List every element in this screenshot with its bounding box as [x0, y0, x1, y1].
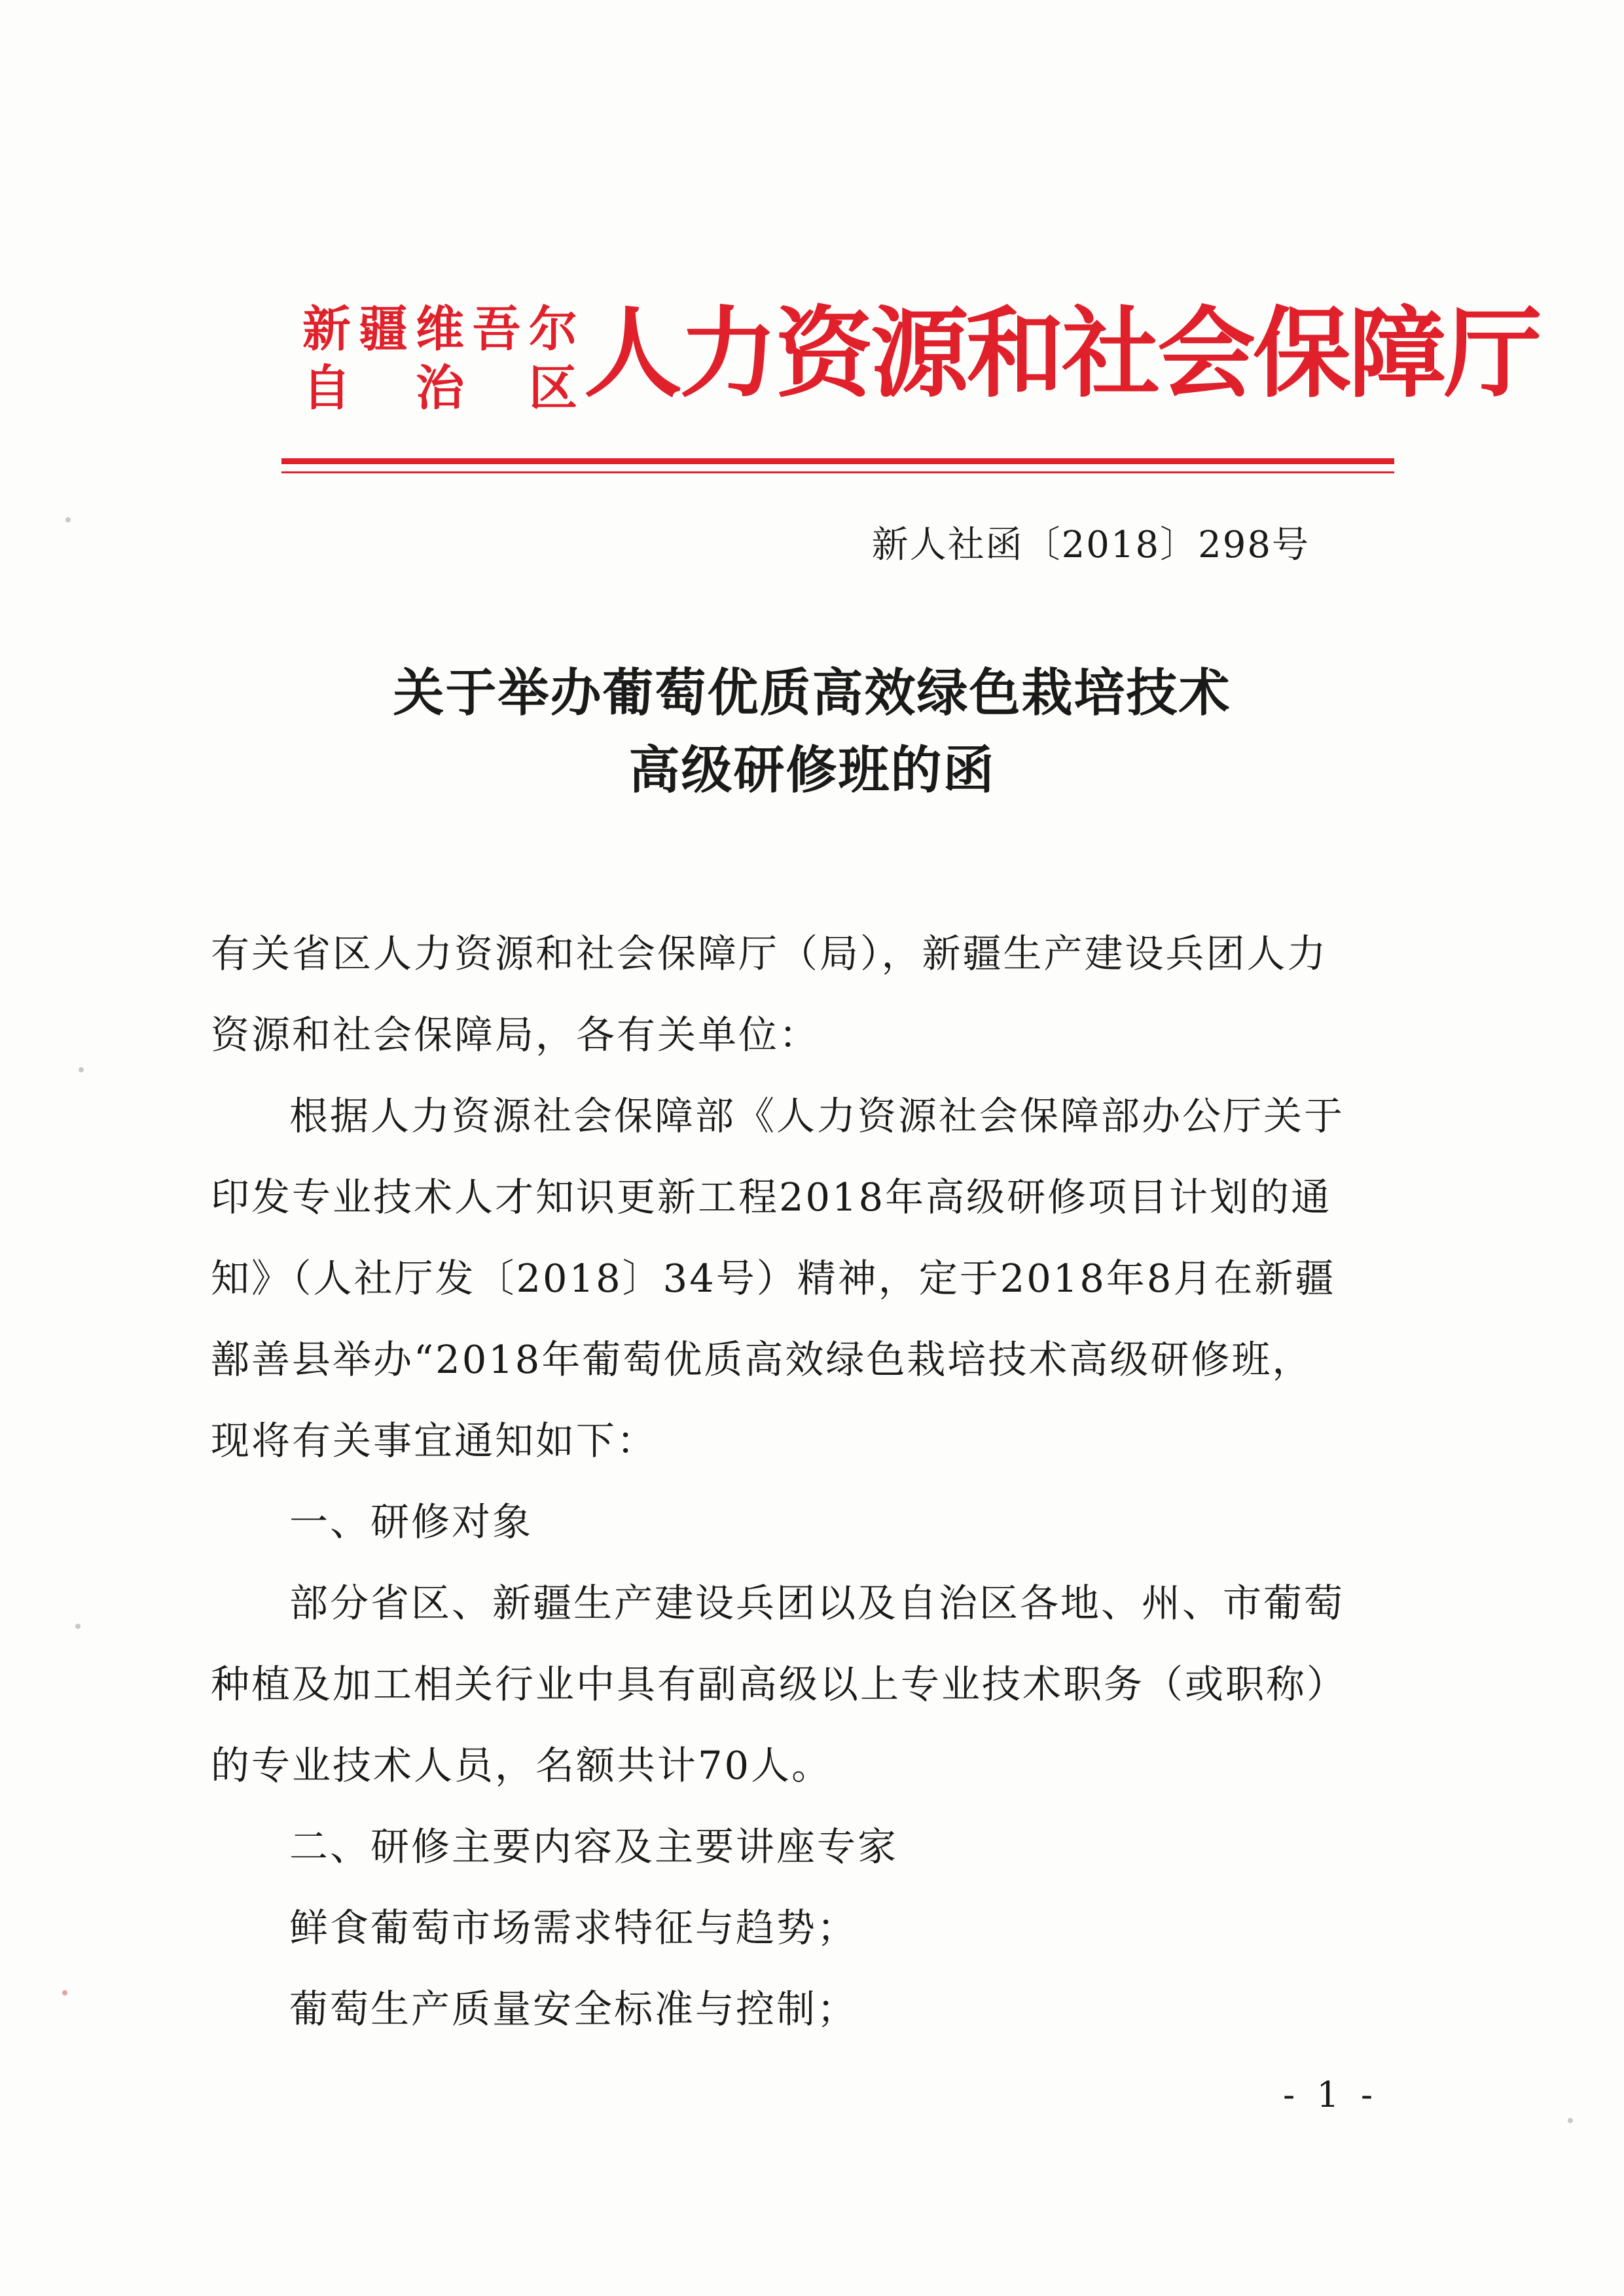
- scan-speck: [62, 1990, 67, 1995]
- list-item: 鲜食葡萄市场需求特征与趋势；: [289, 1905, 858, 1950]
- paragraph-intro-cont: [211, 1157, 1396, 1482]
- paragraph-line: 种植及加工相关行业中具有副高级以上专业技术职务（或职称）: [211, 1662, 1348, 1707]
- paragraph-line: 印发专业技术人才知识更新工程2018年高级研修项目计划的通: [211, 1175, 1332, 1220]
- section-heading-2: 二、研修主要内容及主要讲座专家: [289, 1824, 899, 1869]
- section-heading-1: 一、研修对象: [289, 1499, 533, 1544]
- list-item: 葡萄生产质量安全标准与控制；: [289, 1986, 858, 2032]
- scan-speck: [79, 1067, 84, 1072]
- letterhead-red-rule-thin: [281, 471, 1394, 473]
- letterhead-red-rule: [281, 458, 1394, 464]
- document-title: [0, 655, 1624, 809]
- paragraph-intro: [211, 1076, 1396, 1157]
- salutation: [211, 913, 1396, 1076]
- scan-speck: [65, 517, 71, 522]
- document-number: 新人社函〔2018〕298号: [871, 524, 1310, 566]
- paragraph-participants-cont: [211, 1644, 1396, 1806]
- paragraph-line: 部分省区、新疆生产建设兵团以及自治区各地、州、市葡萄: [289, 1580, 1345, 1626]
- document-title-line2: 高级研修班的函: [628, 740, 996, 800]
- scan-speck: [75, 1624, 81, 1629]
- paragraph-participants: [211, 1563, 1396, 1644]
- document-body: [211, 913, 1396, 2050]
- paragraph-line: 的专业技术人员，名额共计70人。: [211, 1743, 833, 1788]
- letterhead-region-line2: 自 治 区: [302, 360, 577, 416]
- salutation-line: 资源和社会保障局，各有关单位：: [211, 1012, 820, 1057]
- letterhead-agency-name: 人力资源和社会保障厅: [584, 296, 1540, 411]
- page-number: - 1 -: [1283, 2074, 1379, 2115]
- scan-speck: [1568, 2118, 1573, 2123]
- letterhead: [302, 288, 1540, 419]
- paragraph-line: 知》（人社厅发〔2018〕34号）精神，定于2018年8月在新疆: [211, 1256, 1336, 1301]
- paragraph-line: 鄯善县举办“2018年葡萄优质高效绿色栽培技术高级研修班，: [211, 1337, 1313, 1382]
- paragraph-line: 现将有关事宜通知如下：: [211, 1418, 658, 1463]
- letterhead-region-name: [302, 300, 577, 418]
- salutation-line: 有关省区人力资源和社会保障厅（局），新疆生产建设兵团人力: [211, 931, 1328, 976]
- letterhead-region-line1: 新 疆 维 吾 尔: [302, 301, 577, 357]
- document-title-line1: 关于举办葡萄优质高效绿色栽培技术: [393, 663, 1231, 723]
- paragraph-line: 根据人力资源社会保障部《人力资源社会保障部办公厅关于: [289, 1093, 1345, 1139]
